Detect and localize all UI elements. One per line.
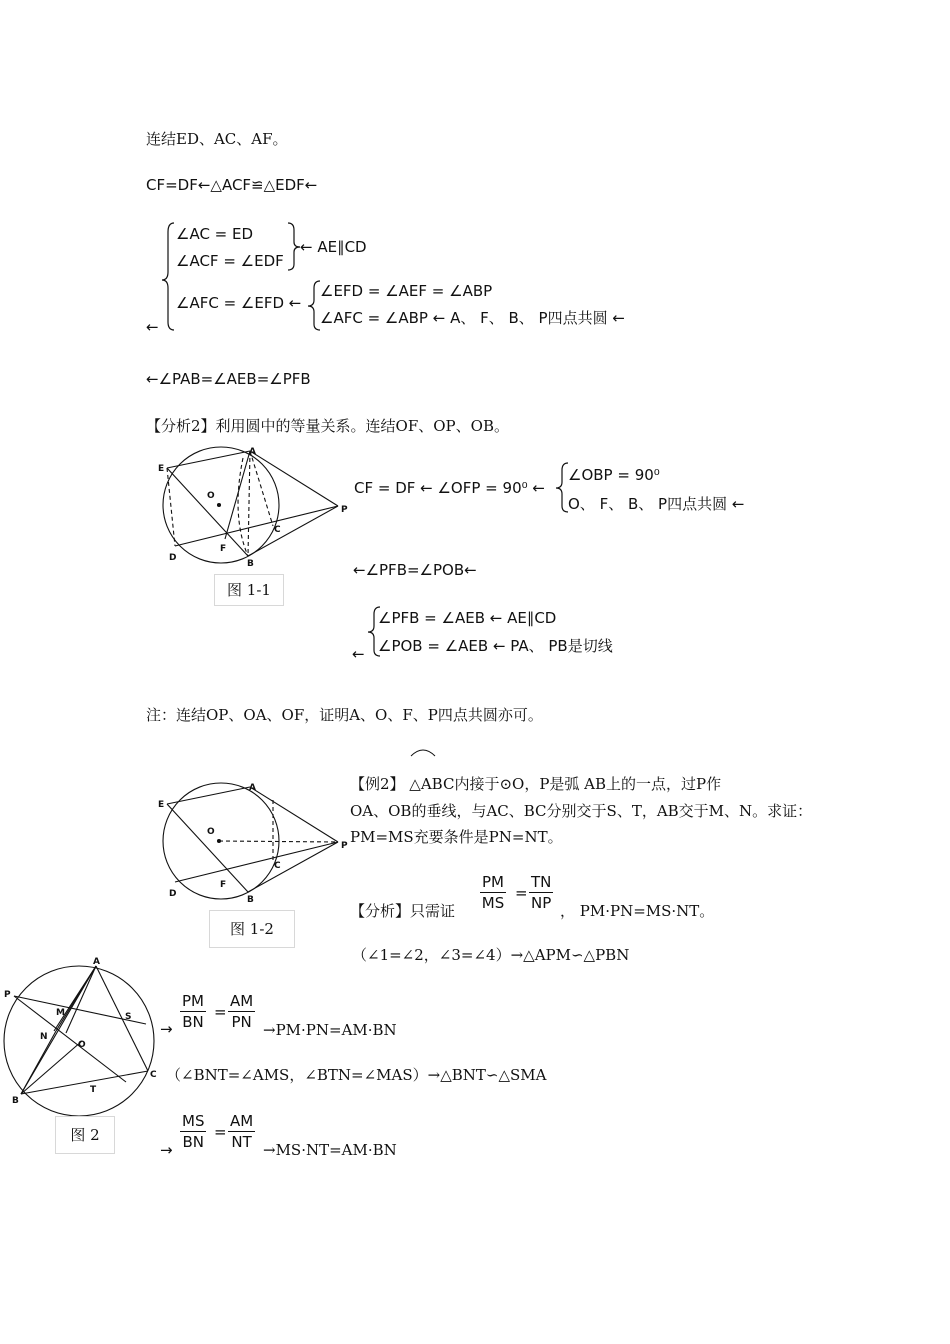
text-line-2: CF=DF←△ACF≌△EDF← [146,176,318,194]
brace1-line-b: ∠ACF = ∠EDF [176,252,284,270]
arrow-right-1: → [160,1020,173,1038]
arrow-right-2: → [160,1141,173,1159]
fig2-label-E: E [158,800,165,810]
fraction-pm-ms [480,873,506,912]
figure-1-2-caption: 图 1-2 [209,910,295,948]
brace1-line-a [176,225,253,243]
fig3-label-S: S [125,1012,132,1022]
brace3-line-a: ∠EFD = ∠AEF = ∠ABP [320,282,493,300]
frac3-num: PM [182,992,204,1010]
equal-sign-1: = [515,884,528,902]
analysis-result: ， PM·PN=MS·NT。 [560,902,715,920]
left-arrow-1: ← [146,318,159,336]
analysis2-line-1: CF = DF ← ∠OFP = 90⁰ ← [354,479,545,497]
left-arrow-2: ← [352,645,365,663]
fig2-label-B: B [247,895,254,905]
frac2-den: NP [531,894,552,912]
frac4-den: PN [231,1013,252,1031]
fig2-label-C: C [274,861,281,871]
frac3-den: BN [182,1013,204,1031]
fig1-label-D: D [169,553,177,563]
figure-1-2-diagram [155,782,355,905]
frac1-den: MS [481,894,505,912]
fraction-ms-bn [180,1112,206,1151]
angles-line-1: （∠1=∠2，∠3=∠4）→△APM∽△PBN [352,946,630,964]
frac1-num: PM [482,873,504,891]
frac5-den: BN [182,1133,204,1151]
frac6-num: AM [230,1112,254,1130]
note-line: 注：连结OP、OA、OF，证明A、O、F、P四点共圆亦可。 [146,706,543,724]
figure-2-caption: 图 2 [55,1116,115,1154]
analysis2-line-3a: ∠PFB = ∠AEB ← AE∥CD [378,609,557,627]
fig3-label-B: B [12,1096,19,1106]
example2-line-1: 【例2】 △ABC内接于⊙O，P是弧 AB上的一点，过P作 [350,775,722,793]
fig1-label-E: E [158,464,165,474]
example2-line-3: PM=MS充要条件是PN=NT。 [350,828,563,846]
fig1-label-F: F [220,544,227,554]
analysis-heading: 【分析】只需证 [350,902,456,920]
fig1-label-O: O [207,491,215,501]
fig2-label-P: P [341,841,348,851]
brace3-line-b: ∠AFC = ∠ABP ← A、 F、 B、 P四点共圆 ← [320,309,625,327]
fraction-tn-np [529,873,553,912]
fig3-label-N: N [40,1032,48,1042]
equal-sign-2: = [214,1003,227,1021]
fig1-label-A: A [249,447,256,457]
frac5-num: MS [182,1112,205,1130]
fraction-am-nt [228,1112,255,1151]
brace1-a-text: ∠AC = ED [176,225,254,243]
frac6-den: NT [231,1133,252,1151]
result-line-2: →MS·NT=AM·BN [263,1141,397,1159]
frac4-num: AM [230,992,254,1010]
fig2-label-O: O [207,827,215,837]
fig3-label-A: A [93,957,100,967]
analysis2-line-1a: ∠OBP = 90⁰ [568,466,660,484]
brace1-right: ← AE∥CD [300,238,367,256]
equal-sign-3: = [214,1123,227,1141]
figure-2-diagram [0,955,160,1105]
fig3-label-M: M [56,1008,65,1018]
fraction-pm-bn [180,992,206,1031]
analysis2-line-3b: ∠POB = ∠AEB ← PA、 PB是切线 [378,637,613,655]
fraction-am-pn [228,992,255,1031]
text-line-1: 连结ED、AC、AF。 [146,130,288,148]
arc-mark [409,746,439,758]
fig2-label-A: A [249,783,256,793]
text-line-3: ←∠PAB=∠AEB=∠PFB [146,370,311,388]
fig3-label-C: C [150,1070,157,1080]
result-line-1: →PM·PN=AM·BN [263,1021,397,1039]
fig2-label-F: F [220,880,227,890]
frac2-num: TN [531,873,552,891]
fig3-label-T: T [90,1085,97,1095]
fig1-label-B: B [247,559,254,569]
analysis-2-heading: 【分析2】利用圆中的等量关系。连结OF、OP、OB。 [146,417,509,435]
fig3-label-P: P [4,990,11,1000]
fig2-label-D: D [169,889,177,899]
angles-line-2: （∠BNT=∠AMS，∠BTN=∠MAS）→△BNT∽△SMA [166,1066,547,1084]
analysis2-line-1b: O、 F、 B、 P四点共圆 ← [568,495,745,513]
fig1-label-P: P [341,505,348,515]
analysis2-line-2: ←∠PFB=∠POB← [353,561,477,579]
figure-1-1-caption: 图 1-1 [214,574,284,606]
fig3-label-O: O [78,1040,86,1050]
example2-line-2: OA、OB的垂线，与AC、BC分别交于S、T，AB交于M、N。求证： [350,802,813,820]
brace2-line: ∠AFC = ∠EFD ← [176,294,302,312]
figure-1-1-diagram [155,446,355,569]
fig1-label-C: C [274,525,281,535]
